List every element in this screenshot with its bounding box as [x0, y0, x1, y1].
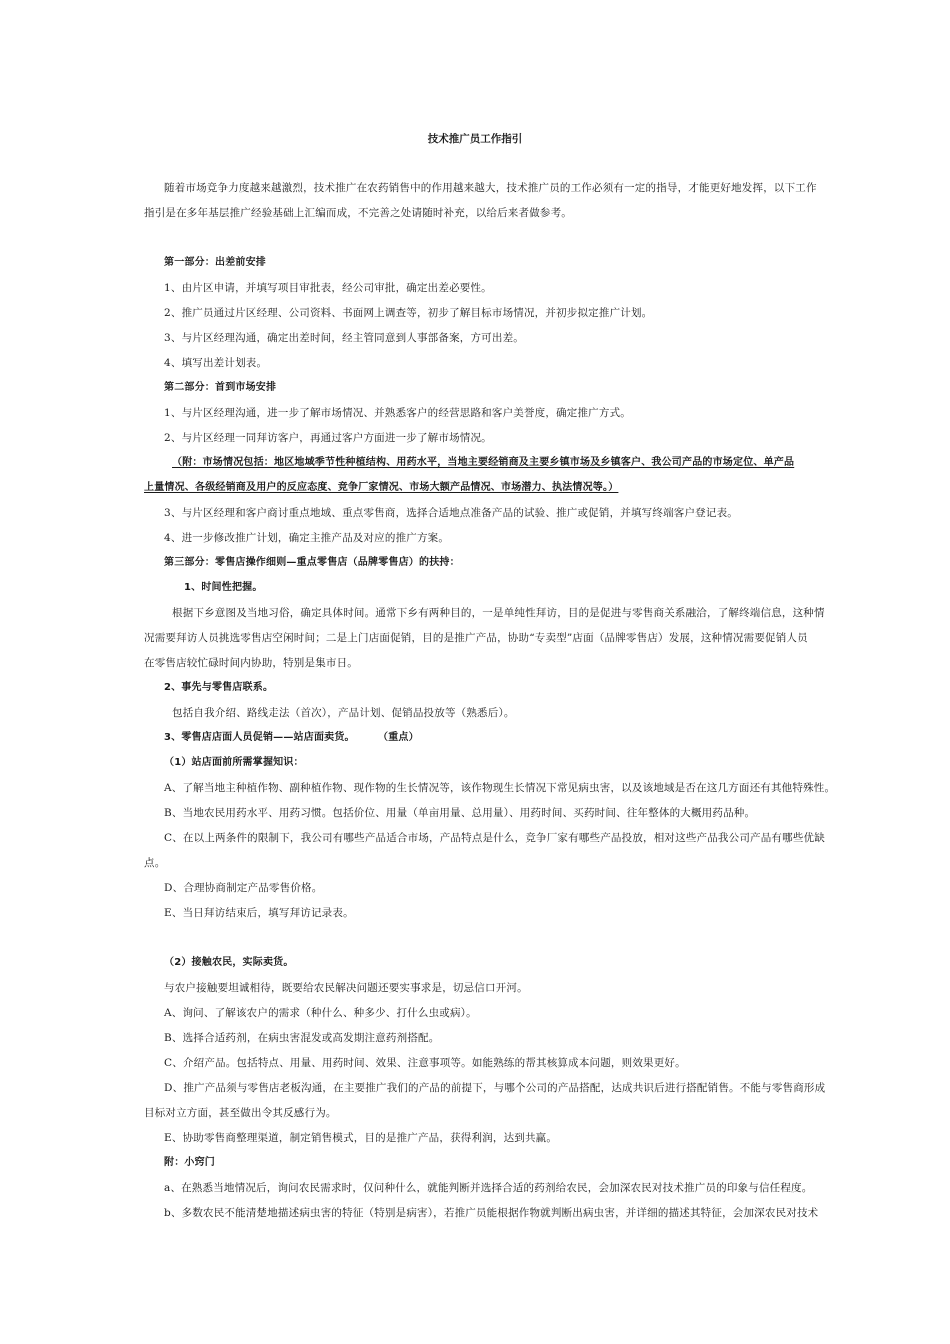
part1-item: 1、由片区申请，并填写项目审批表，经公司审批，确定出差必要性。: [164, 282, 492, 294]
section2-text: 包括自我介绍、路线走法（首次），产品计划、促销品投放等（熟悉后）。: [172, 707, 515, 719]
knowledge-item: A、了解当地主种植作物、副种植作物、现作物的生长情况等，该作物现生长情况下常见病虫害，以及该地域是否在这几方面还有其他特殊性。: [164, 782, 836, 794]
subsection2-intro: 与农户接触要坦诚相待，既要给农民解决问题还要实事求是，切忌信口开河。: [164, 982, 528, 994]
part2-heading: 第二部分：首到市场安排: [164, 382, 277, 393]
part1-heading: 第一部分：出差前安排: [164, 257, 266, 268]
section1-text-line: 况需要拜访人员挑选零售店空闲时间；二是上门店面促销，目的是推广产品，协助“专卖型”店面（品牌零售店）发展，这种情况需要促销人员: [144, 632, 808, 644]
selling-item: C、介绍产品。包括特点、用量、用药时间、效果、注意事项等。如能熟练的帮其核算成本问题，则效果更好。: [164, 1057, 686, 1069]
part2-item: 2、与片区经理一同拜访客户，再通过客户方面进一步了解市场情况。: [164, 432, 492, 444]
part1-item: 3、与片区经理沟通，确定出差时间，经主管同意到人事部备案，方可出差。: [164, 332, 524, 344]
knowledge-item: D、合理协商制定产品零售价格。: [164, 882, 323, 894]
part2-item: 3、与片区经理和客户商讨重点地域、重点零售商，选择合适地点准备产品的试验、推广或促销，并填写终端客户登记表。: [164, 507, 738, 519]
selling-item: A、询问、了解该农户的需求（种什么、种多少、打什么虫或病）。: [164, 1007, 477, 1019]
part2-item: 4、进一步修改推广计划，确定主推产品及对应的推广方案。: [164, 532, 450, 544]
intro-line-1: 随着市场竞争力度越来越激烈，技术推广在农药销售中的作用越来越大，技术推广员的工作必须有一定的指导，才能更好地发挥，以下工作: [164, 182, 817, 194]
tips-heading: 附：小窍门: [164, 1157, 215, 1168]
section1-text-line: 根据下乡意图及当地习俗，确定具体时间。通常下乡有两种目的，一是单纯性拜访，目的是促进与零售商关系融洽，了解终端信息，这种情: [172, 607, 825, 619]
section3-tag: （重点）: [378, 732, 419, 743]
part1-item: 2、推广员通过片区经理、公司资料、书面网上调查等，初步了解目标市场情况，并初步拟定推广计划。: [164, 307, 653, 319]
knowledge-item: 点。: [144, 857, 166, 869]
market-note-line-1: （附：市场情况包括：地区地域季节性种植结构、用药水平，当地主要经销商及主要乡镇市场及乡镇客户、我公司产品的市场定位、单产品: [172, 457, 795, 468]
tip-item: a、在熟悉当地情况后，询问农民需求时，仅问种什么，就能判断并选择合适的药剂给农民，会加深农民对技术推广员的印象与信任程度。: [164, 1182, 813, 1194]
knowledge-item: E、当日拜访结束后，填写拜访记录表。: [164, 907, 354, 919]
knowledge-item: C、在以上两条件的限制下，我公司有哪些产品适合市场，产品特点是什么，竞争厂家有哪些产品投放，相对这些产品我公司产品有哪些优缺: [164, 832, 825, 844]
tip-item: b、多数农民不能清楚地描述病虫害的特征（特别是病害），若推广员能根据作物就判断出病虫害，并详细的描述其特征，会加深农民对技术: [164, 1207, 819, 1219]
part2-item: 1、与片区经理沟通，进一步了解市场情况、并熟悉客户的经营思路和客户美誉度，确定推广方式。: [164, 407, 631, 419]
part3-heading: 第三部分：零售店操作细则—重点零售店（品牌零售店）的扶持：: [164, 557, 460, 568]
knowledge-item: B、当地农民用药水平、用药习惯。包括价位、用量（单亩用量、总用量）、用药时间、买药时间、往年整体的大概用药品种。: [164, 807, 756, 819]
section3-heading: 3、零售店店面人员促销——站店面卖货。: [164, 732, 355, 743]
selling-item: D、推广产品须与零售店老板沟通，在主要推广我们的产品的前提下，与哪个公司的产品搭配，达成共识后进行搭配销售。不能与零售商形成: [164, 1082, 826, 1094]
intro-line-2: 指引是在多年基层推广经验基础上汇编而成，不完善之处请随时补充，以给后来者做参考。: [144, 207, 572, 219]
selling-item: E、协助零售商整理渠道，制定销售模式，目的是推广产品，获得利润，达到共赢。: [164, 1132, 558, 1144]
page-title: 技术推广员工作指引: [427, 133, 523, 145]
section2-heading: 2、事先与零售店联系。: [164, 682, 274, 693]
part1-item: 4、填写出差计划表。: [164, 357, 268, 369]
subsection1-heading: （1）站店面前所需掌握知识：: [164, 757, 304, 768]
subsection2-heading: （2）接触农民，实际卖货。: [164, 957, 294, 968]
market-note-line-2: 上量情况、各级经销商及用户的反应态度、竞争厂家情况、市场大额产品情况、市场潜力、执法情况等。）: [144, 482, 619, 493]
section1-heading: 1、时间性把握。: [184, 582, 263, 593]
selling-item: B、选择合适药剂，在病虫害混发或高发期注意药剂搭配。: [164, 1032, 440, 1044]
selling-item: 目标对立方面，甚至做出令其反感行为。: [144, 1107, 337, 1119]
section1-text-line: 在零售店较忙碌时间内协助，特别是集市日。: [144, 657, 358, 669]
